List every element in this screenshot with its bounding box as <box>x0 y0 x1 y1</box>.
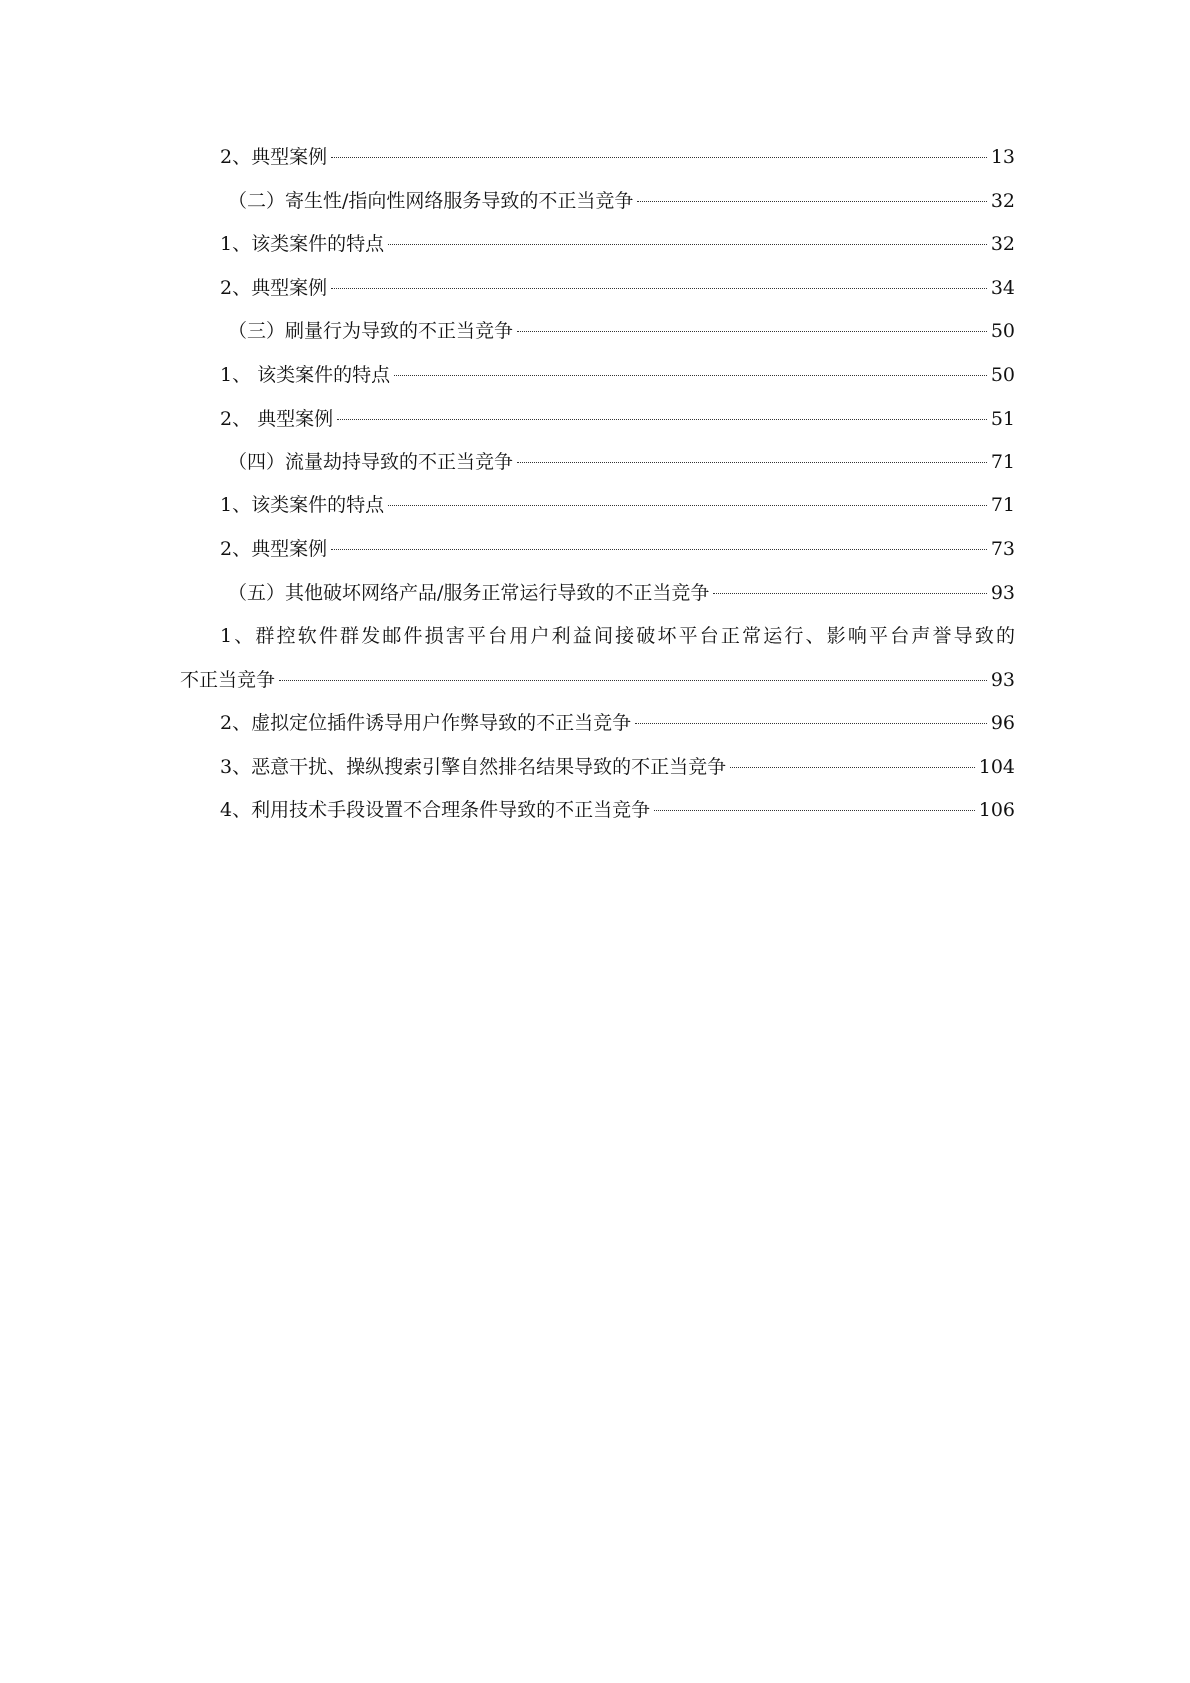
toc-entry-title: 3、恶意干扰、操纵搜索引擎自然排名结果导致的不正当竞争 <box>220 756 727 778</box>
toc-leader <box>388 505 987 506</box>
toc-leader <box>388 244 987 245</box>
toc-entry-title: 1、 该类案件的特点 <box>220 364 391 386</box>
toc-page-number: 13 <box>990 146 1015 168</box>
toc-entry[interactable] <box>220 144 1015 170</box>
toc-page-number: 50 <box>990 320 1015 342</box>
toc-entry-title: 1、该类案件的特点 <box>220 494 385 516</box>
toc-leader <box>331 288 987 289</box>
toc-page-number: 93 <box>990 582 1015 604</box>
toc-entry[interactable] <box>220 275 1015 301</box>
toc-page-number: 104 <box>978 756 1015 778</box>
toc-leader <box>331 549 987 550</box>
toc-page-number: 71 <box>990 494 1015 516</box>
toc-page-number: 32 <box>990 190 1015 212</box>
toc-entry-title: 2、虚拟定位插件诱导用户作弊导致的不正当竞争 <box>220 712 632 734</box>
toc-entry[interactable] <box>220 362 1015 388</box>
toc-entry[interactable] <box>228 449 1015 475</box>
toc-page-number: 73 <box>990 538 1015 560</box>
toc-entry-title: （四）流量劫持导致的不正当竞争 <box>228 451 514 473</box>
toc-page-number: 93 <box>990 669 1015 691</box>
toc-leader <box>279 680 987 681</box>
toc-entry[interactable] <box>220 754 1015 780</box>
toc-entry-title: （二）寄生性/指向性网络服务导致的不正当竞争 <box>228 190 634 212</box>
toc-page-number: 51 <box>990 408 1015 430</box>
toc-page-number: 96 <box>990 712 1015 734</box>
toc-entry-title: 2、典型案例 <box>220 277 328 299</box>
toc-page-number: 106 <box>978 799 1015 821</box>
toc-entry-title: 4、利用技术手段设置不合理条件导致的不正当竞争 <box>220 799 651 821</box>
toc-leader <box>713 593 986 594</box>
toc-entry-title: 2、典型案例 <box>220 538 328 560</box>
toc-entry-title: （三）刷量行为导致的不正当竞争 <box>228 320 514 342</box>
toc-page-number: 71 <box>990 451 1015 473</box>
toc-leader <box>517 331 987 332</box>
toc-entry-title: （五）其他破坏网络产品/服务正常运行导致的不正当竞争 <box>228 582 710 604</box>
toc-entry[interactable] <box>220 231 1015 257</box>
toc-entry[interactable] <box>228 318 1015 344</box>
toc-entry[interactable] <box>228 580 1015 606</box>
toc-entry[interactable] <box>228 188 1015 214</box>
toc-entry-title-line1[interactable]: 1、群控软件群发邮件损害平台用户利益间接破坏平台正常运行、影响平台声誉导致的 <box>220 625 1015 647</box>
toc-entry-title: 2、典型案例 <box>220 146 328 168</box>
toc-page-number: 50 <box>990 364 1015 386</box>
toc-entry[interactable] <box>220 797 1015 823</box>
toc-leader <box>635 723 987 724</box>
toc-leader <box>331 157 987 158</box>
toc-entry[interactable] <box>220 492 1015 518</box>
toc-entry[interactable] <box>180 667 1015 693</box>
toc-entry-title: 1、该类案件的特点 <box>220 233 385 255</box>
toc-leader <box>517 462 987 463</box>
toc-leader <box>637 201 986 202</box>
toc-entry[interactable] <box>220 406 1015 432</box>
toc-leader <box>730 767 975 768</box>
toc-entry-title: 2、 典型案例 <box>220 408 334 430</box>
toc-leader <box>337 419 987 420</box>
toc-entry[interactable] <box>220 536 1015 562</box>
toc-leader <box>394 375 987 376</box>
toc-entry[interactable] <box>220 710 1015 736</box>
toc-page-number: 34 <box>990 277 1015 299</box>
toc-page-number: 32 <box>990 233 1015 255</box>
toc-leader <box>654 810 975 811</box>
toc-entry-title-continuation: 不正当竞争 <box>180 669 276 691</box>
